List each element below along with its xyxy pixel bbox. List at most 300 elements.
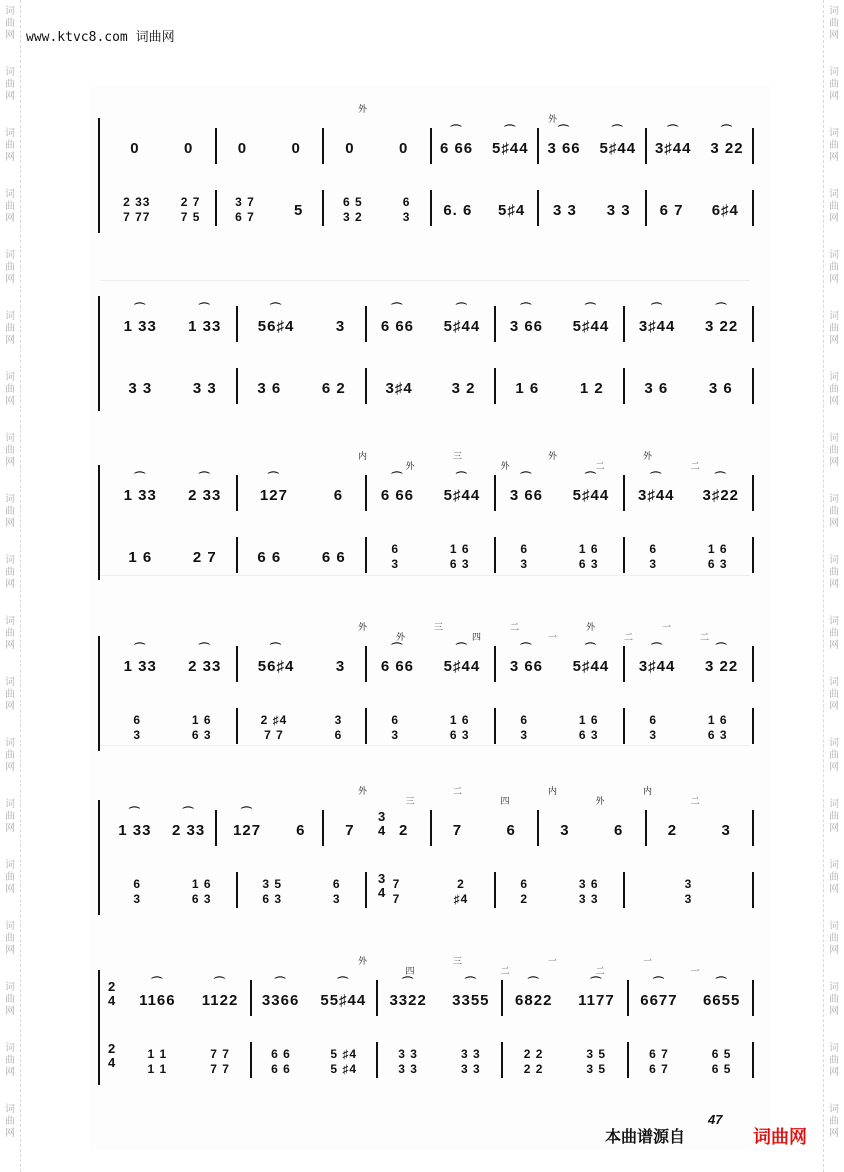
score-note: 3 3: [128, 379, 153, 397]
score-note: 1166 ⌒: [139, 976, 176, 1009]
watermark-glyph: 词: [829, 67, 839, 78]
score-note-line: 7 5: [180, 210, 201, 224]
watermark-glyph-group: [0, 250, 20, 286]
score-note-line: 3: [334, 713, 343, 727]
bowing-mark: 二: [700, 633, 710, 643]
score-note-line: 3 3: [460, 1062, 481, 1076]
watermark-glyph: 网: [829, 518, 839, 529]
score-note: 1 6: [515, 379, 540, 397]
fermata-icon: ⌒: [652, 976, 665, 989]
score-note-line: 3 5: [262, 877, 283, 891]
page-number: 47: [708, 1112, 723, 1127]
score-note-line: 2 2: [523, 1047, 544, 1061]
fermata-icon: ⌒: [715, 302, 728, 315]
score-note: 2 33 ⌒: [188, 471, 222, 504]
source-label: 本曲谱源自: [605, 1127, 686, 1146]
score-note: 3 2: [451, 379, 476, 397]
score-measure: [628, 976, 753, 1018]
scan-artifact-line: [100, 280, 750, 281]
bar-line: [752, 537, 754, 573]
score-note: [450, 542, 470, 572]
system-bracket: [98, 636, 106, 751]
watermark-glyph-group: [0, 799, 20, 835]
bowing-mark: 外: [586, 623, 596, 633]
watermark-glyph: 曲: [829, 79, 839, 90]
time-signature: [108, 1042, 115, 1070]
watermark-glyph: 网: [829, 579, 839, 590]
watermark-glyph-group: [0, 6, 20, 42]
bowing-mark: 外: [500, 462, 510, 472]
score-measure: [495, 642, 624, 684]
watermark-glyph-group: [824, 128, 844, 164]
watermark-glyph-group: [824, 982, 844, 1018]
system-bracket: [98, 296, 106, 411]
score-note-line: 5 ♯4: [330, 1047, 358, 1061]
time-signature-numerator: 3: [378, 871, 386, 886]
score-note: [343, 195, 363, 225]
score-measure: [108, 806, 216, 848]
watermark-glyph-group: [824, 311, 844, 347]
score-note: 3 66 ⌒: [509, 471, 544, 504]
watermark-glyph: 词: [829, 250, 839, 261]
watermark-glyph: 词: [829, 860, 839, 871]
time-signature: [108, 980, 115, 1008]
bar-line: [752, 128, 754, 164]
score-system: [98, 105, 758, 233]
score-measure: [495, 302, 624, 344]
score-note-line: 3: [133, 728, 142, 742]
score-measure: [495, 710, 624, 746]
watermark-glyph: 曲: [829, 567, 839, 578]
score-note-line: 7: [392, 877, 401, 891]
watermark-glyph: 网: [5, 1067, 15, 1078]
score-note: [579, 542, 599, 572]
fermata-icon: ⌒: [611, 124, 624, 137]
score-note: [133, 877, 141, 907]
score-note-line: 3: [402, 210, 411, 224]
score-measure: [366, 539, 495, 575]
watermark-glyph: 网: [5, 1006, 15, 1017]
score-note: 3 6: [257, 379, 282, 397]
fermata-icon: ⌒: [214, 976, 227, 989]
watermark-glyph: 曲: [829, 872, 839, 883]
score-note-line: 6: [334, 728, 343, 742]
bar-line: [752, 872, 754, 908]
score-note-line: ♯4: [453, 892, 469, 906]
bowing-mark: 外: [548, 115, 558, 125]
right-watermark-strip: [823, 0, 844, 1172]
score-note: 5♯44 ⌒: [572, 471, 610, 504]
score-note: [391, 713, 399, 743]
watermark-glyph: 词: [5, 494, 15, 505]
watermark-glyph: 曲: [829, 384, 839, 395]
watermark-glyph-group: [824, 616, 844, 652]
score-note-line: 6 3: [449, 728, 470, 742]
bowing-mark: 外: [548, 452, 558, 462]
score-note: [181, 195, 201, 225]
bowing-mark: 外: [643, 452, 653, 462]
watermark-glyph: 词: [829, 494, 839, 505]
score-measure: [538, 192, 646, 228]
score-note-line: 6 7: [649, 1062, 669, 1076]
watermark-glyph: 网: [5, 274, 15, 285]
score-measure: [646, 124, 754, 166]
watermark-glyph: 曲: [5, 506, 15, 517]
bowing-mark: 三: [405, 797, 415, 807]
score-measure: [366, 642, 495, 684]
score-note-line: 6 7: [235, 210, 255, 224]
score-note: 3: [560, 821, 570, 839]
score-measure: [366, 871, 495, 910]
score-note-line: 3 5: [586, 1047, 607, 1061]
score-measure: [237, 710, 366, 746]
score-note: [520, 542, 528, 572]
bowing-mark: 二: [453, 787, 463, 797]
watermark-glyph: 词: [5, 677, 15, 688]
watermark-glyph: 网: [5, 457, 15, 468]
score-note: 3 6: [708, 379, 733, 397]
score-measure: [624, 710, 753, 746]
time-signature-denominator: 4: [108, 993, 116, 1008]
score-measure: [377, 976, 502, 1018]
score-measure: [216, 192, 324, 228]
bowing-mark: 外: [595, 797, 605, 807]
watermark-glyph: 网: [5, 152, 15, 163]
watermark-glyph: 词: [829, 616, 839, 627]
score-measure: [108, 874, 237, 910]
watermark-glyph: 网: [829, 335, 839, 346]
score-note: [123, 195, 150, 225]
score-measure: [237, 471, 366, 513]
score-note: 6: [613, 821, 624, 839]
score-note-line: 3 3: [398, 1047, 418, 1061]
watermark-glyph: 网: [5, 823, 15, 834]
score-note: 3: [335, 657, 346, 675]
score-note: 3 22 ⌒: [704, 642, 739, 675]
score-note-line: 1 6: [578, 542, 599, 556]
score-note: 3♯44 ⌒: [637, 471, 675, 504]
score-note-line: 6: [391, 542, 400, 556]
bar-line: [752, 980, 754, 1016]
score-note-line: 2 7: [180, 195, 201, 209]
score-note-line: 3: [684, 877, 693, 891]
watermark-glyph-group: [0, 1043, 20, 1079]
watermark-glyph: 词: [5, 1043, 15, 1054]
score-measure: [323, 130, 431, 166]
watermark-glyph: 词: [829, 738, 839, 749]
watermark-glyph: 网: [5, 396, 15, 407]
score-measure: [646, 192, 754, 228]
watermark-glyph-group: [824, 494, 844, 530]
fermata-icon: ⌒: [270, 642, 283, 655]
watermark-glyph-group: [824, 67, 844, 103]
score-measure: [495, 471, 624, 513]
score-note: [192, 877, 212, 907]
watermark-glyph: 词: [5, 1104, 15, 1115]
score-note: 5: [294, 201, 304, 219]
watermark-glyph-group: [824, 1104, 844, 1140]
watermark-glyph: 曲: [5, 323, 15, 334]
score-note-line: 1 6: [449, 542, 470, 556]
score-note-line: 1 1: [147, 1062, 168, 1076]
fermata-icon: ⌒: [198, 642, 211, 655]
score-note: 0: [183, 139, 194, 157]
score-note-line: 6: [520, 877, 529, 891]
system-bracket: [98, 118, 106, 233]
score-note-line: 6 3: [449, 557, 470, 571]
score-note: [685, 877, 693, 907]
score-note: 2: [398, 821, 409, 839]
score-note: 5♯44 ⌒: [572, 302, 610, 335]
watermark-glyph: 曲: [5, 262, 15, 273]
score-note: 3♯44 ⌒: [638, 302, 676, 335]
bar-line: [752, 368, 754, 404]
score-measure: [108, 642, 237, 684]
score-note: 3: [335, 317, 346, 335]
watermark-glyph: 词: [5, 616, 15, 627]
watermark-glyph: 词: [5, 250, 15, 261]
watermark-glyph: 网: [5, 213, 15, 224]
score-measure: [366, 710, 495, 746]
score-note: 0: [291, 139, 301, 157]
score-note: [235, 195, 255, 225]
score-system: [98, 452, 758, 580]
watermark-glyph: 网: [829, 1128, 839, 1139]
bowing-mark: 一: [690, 967, 700, 977]
score-measure: [237, 874, 366, 910]
score-note-line: 6 6: [271, 1047, 291, 1061]
watermark-glyph: 词: [5, 311, 15, 322]
watermark-glyph: 曲: [5, 1116, 15, 1127]
score-note: 3 66 ⌒: [509, 642, 544, 675]
score-measure: [646, 812, 754, 848]
site-url[interactable]: www.ktvc8.com 词曲网: [26, 30, 175, 45]
watermark-glyph: 网: [829, 274, 839, 285]
score-note-line: 3: [391, 557, 400, 571]
bar-line: [752, 1042, 754, 1078]
score-note: 127 ⌒: [233, 806, 262, 839]
score-measure: [624, 370, 753, 406]
score-measure: [216, 130, 324, 166]
fermata-icon: ⌒: [134, 471, 147, 484]
score-note-line: 2 ♯4: [260, 713, 288, 727]
watermark-glyph: 曲: [829, 811, 839, 822]
watermark-glyph-group: [0, 555, 20, 591]
fermata-icon: ⌒: [667, 124, 680, 137]
score-note-line: 7 7: [210, 1047, 230, 1061]
watermark-glyph: 词: [5, 799, 15, 810]
score-note: 3♯4: [385, 379, 413, 397]
score-note-line: 7 77: [123, 210, 151, 224]
bar-line: [752, 810, 754, 846]
watermark-glyph: 词: [5, 982, 15, 993]
fermata-icon: ⌒: [455, 642, 468, 655]
score-note-line: 6 3: [578, 557, 599, 571]
time-signature-numerator: 2: [108, 1041, 116, 1056]
score-note-line: 2 33: [123, 195, 151, 209]
fermata-icon: ⌒: [450, 124, 463, 137]
watermark-glyph: 网: [5, 701, 15, 712]
watermark-glyph: 词: [829, 372, 839, 383]
bar-line: [752, 646, 754, 682]
watermark-glyph: 曲: [5, 1055, 15, 1066]
score-note: 5♯44 ⌒: [443, 471, 481, 504]
score-note: 3: [721, 821, 731, 839]
score-note: 1177 ⌒: [578, 976, 615, 1009]
score-note: 2 33 ⌒: [172, 806, 206, 839]
score-note: 5♯4: [497, 201, 526, 219]
fermata-icon: ⌒: [128, 806, 141, 819]
score-note-line: 6 7: [649, 1047, 669, 1061]
watermark-glyph-group: [0, 860, 20, 896]
score-measure: [323, 809, 431, 848]
watermark-glyph: 曲: [829, 933, 839, 944]
score-note: 6 66 ⌒: [380, 471, 415, 504]
score-note: [579, 877, 599, 907]
score-note: [192, 713, 212, 743]
bowing-mark: 内: [548, 787, 558, 797]
watermark-glyph-group: [824, 799, 844, 835]
score-note-line: 3: [133, 892, 142, 906]
score-note: 6677 ⌒: [640, 976, 678, 1009]
score-note: 6 66 ⌒: [380, 302, 415, 335]
watermark-glyph: 网: [5, 762, 15, 773]
watermark-glyph: 曲: [829, 506, 839, 517]
score-note-line: 6 3: [707, 557, 728, 571]
fermata-icon: ⌒: [241, 806, 254, 819]
score-note-line: 6: [133, 713, 142, 727]
fermata-icon: ⌒: [651, 642, 664, 655]
score-note: [712, 1047, 732, 1077]
fermata-icon: ⌒: [558, 124, 571, 137]
score-measure: [538, 812, 646, 848]
bowing-mark: 一: [548, 633, 558, 643]
score-note: [393, 877, 401, 907]
score-note: [708, 713, 728, 743]
score-note-line: 6: [649, 713, 658, 727]
score-note: [579, 713, 599, 743]
watermark-glyph: 曲: [5, 811, 15, 822]
bowing-mark: 一: [548, 957, 558, 967]
score-measure: [431, 192, 539, 228]
watermark-glyph-group: [824, 860, 844, 896]
score-note: 3366 ⌒: [261, 976, 300, 1009]
watermark-glyph: 网: [829, 152, 839, 163]
score-note: [450, 713, 470, 743]
fermata-icon: ⌒: [391, 302, 404, 315]
watermark-glyph: 网: [5, 335, 15, 346]
bowing-mark: 二: [595, 462, 605, 472]
score-measure: [108, 130, 216, 166]
score-note: [398, 1047, 418, 1077]
scan-artifact-line: [100, 745, 750, 746]
score-measure: [108, 539, 237, 575]
score-note: [520, 877, 528, 907]
watermark-glyph: 词: [829, 128, 839, 139]
watermark-glyph: 网: [829, 640, 839, 651]
watermark-glyph: 网: [829, 213, 839, 224]
watermark-glyph: 词: [5, 128, 15, 139]
score-note-line: 6 3: [578, 728, 599, 742]
watermark-glyph: 曲: [5, 79, 15, 90]
score-note-line: 3 5: [586, 1062, 607, 1076]
watermark-glyph: 网: [829, 884, 839, 895]
score-note-line: 1 1: [147, 1047, 168, 1061]
watermark-glyph: 网: [5, 579, 15, 590]
time-signature-numerator: 2: [108, 979, 116, 994]
watermark-glyph: 曲: [5, 201, 15, 212]
score-note: [330, 1047, 357, 1077]
score-note: 5♯44 ⌒: [572, 642, 610, 675]
score-note: 3 3: [606, 201, 631, 219]
fermata-icon: ⌒: [584, 471, 597, 484]
watermark-glyph: 曲: [829, 750, 839, 761]
watermark-glyph: 曲: [5, 18, 15, 29]
score-note: [391, 542, 399, 572]
watermark-glyph: 词: [5, 555, 15, 566]
score-note-line: 1 6: [707, 542, 728, 556]
score-measure: [624, 874, 753, 910]
score-system: [98, 296, 758, 411]
fermata-icon: ⌒: [520, 302, 533, 315]
score-note-line: 1 6: [191, 877, 212, 891]
bowing-mark: 三: [434, 623, 444, 633]
score-note: [649, 542, 657, 572]
score-note-line: 6 5: [711, 1062, 732, 1076]
fermata-icon: ⌒: [337, 976, 350, 989]
fermata-icon: ⌒: [715, 642, 728, 655]
score-measure: [431, 812, 539, 848]
score-note: 1 33 ⌒: [123, 302, 157, 335]
watermark-glyph: 词: [829, 799, 839, 810]
bar-line: [752, 708, 754, 744]
score-measure: [251, 976, 376, 1018]
watermark-glyph: 词: [5, 372, 15, 383]
fermata-icon: ⌒: [650, 471, 663, 484]
score-note: 3♯22 ⌒: [702, 471, 740, 504]
fermata-icon: ⌒: [720, 124, 733, 137]
score-measure: [237, 370, 366, 406]
score-note: [271, 1047, 291, 1077]
watermark-glyph-group: [824, 1043, 844, 1079]
score-note: [333, 877, 341, 907]
watermark-glyph: 词: [829, 433, 839, 444]
score-measure: [366, 471, 495, 513]
brand-logo-text[interactable]: 词曲网: [753, 1127, 807, 1148]
score-measure: [495, 874, 624, 910]
watermark-glyph: 曲: [829, 201, 839, 212]
score-note: [148, 1047, 168, 1077]
watermark-glyph: 网: [5, 640, 15, 651]
score-note: 127 ⌒: [259, 471, 288, 504]
time-signature-denominator: 4: [378, 823, 386, 838]
watermark-glyph: 曲: [5, 750, 15, 761]
system-bracket: [98, 465, 106, 580]
watermark-glyph-group: [0, 189, 20, 225]
score-note-line: 5 ♯4: [330, 1062, 358, 1076]
score-note: 3♯44 ⌒: [638, 642, 676, 675]
score-note: [261, 713, 288, 743]
watermark-glyph: 曲: [5, 872, 15, 883]
bowing-mark: 二: [690, 462, 700, 472]
score-measure: [624, 539, 753, 575]
score-note: 6. 6: [443, 201, 473, 219]
score-note: [461, 1047, 481, 1077]
fermata-icon: ⌒: [402, 976, 415, 989]
watermark-glyph: 网: [829, 823, 839, 834]
score-measure: [108, 192, 216, 228]
score-note: 6 6: [257, 548, 282, 566]
